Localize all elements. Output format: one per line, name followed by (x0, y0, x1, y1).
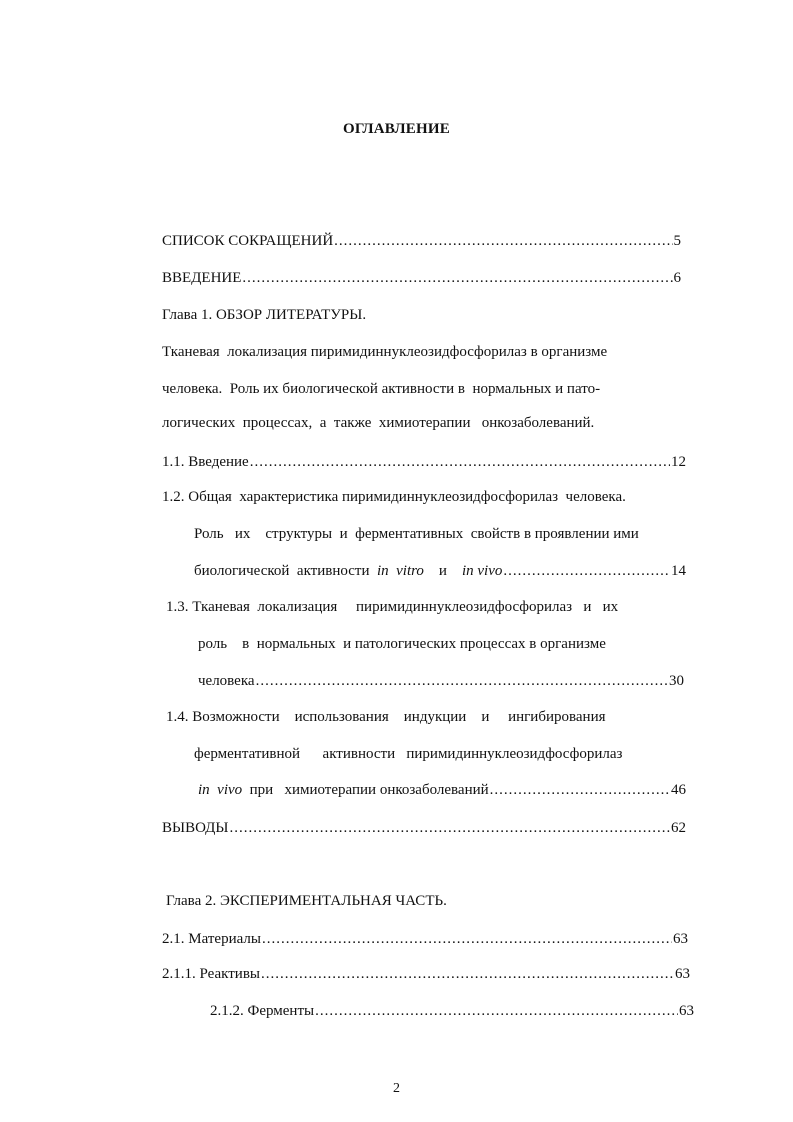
toc-entry-2-1[interactable] (162, 928, 688, 950)
chapter-1-description-line: человека. Роль их биологической активности в нормальных и пато- (162, 381, 601, 397)
leader-dots (503, 560, 670, 582)
toc-entry-1-2-line3 (194, 560, 686, 582)
toc-page-number: 46 (671, 782, 686, 798)
toc-entry-1-3-line2: роль в нормальных и патологических процессах в организме (198, 636, 606, 652)
spacer (369, 560, 377, 582)
toc-entry-1-4-line1[interactable]: 1.4. Возможности использования индукции и ингибирования (166, 709, 606, 725)
italic-term: in vitro (376, 563, 424, 579)
toc-entry-label: ВВЕДЕНИЕ (162, 270, 242, 286)
toc-entry-2-1-2[interactable] (210, 1000, 694, 1022)
italic-term: in vivo (461, 563, 503, 579)
leader-dots (261, 963, 674, 985)
toc-entry-1-3-line3 (198, 670, 684, 692)
toc-entry-2-1-1[interactable] (162, 963, 690, 985)
leader-dots (250, 451, 670, 473)
chapter-1-description-line: логических процессах, а также химиотерапии онкозаболеваний. (162, 415, 595, 431)
toc-entry-1-3-line1[interactable]: 1.3. Тканевая локализация пиримидиннуклеозидфосфорилаз и их (166, 599, 619, 615)
toc-entry-conclusions[interactable] (162, 817, 686, 839)
toc-entry-label: при химиотерапии онкозаболеваний (249, 782, 489, 798)
leader-dots (262, 928, 672, 950)
toc-entry-1-4-line3 (198, 779, 686, 801)
leader-dots (490, 779, 670, 801)
leader-dots (334, 230, 672, 252)
leader-dots (242, 267, 672, 289)
toc-page-number: 30 (669, 673, 684, 689)
toc-entry-introduction[interactable] (162, 267, 681, 289)
toc-entry-label: 2.1. Материалы (162, 931, 261, 947)
page-number: 2 (393, 1081, 400, 1096)
toc-entry-label: ВЫВОДЫ (162, 820, 229, 836)
toc-entry-label: СПИСОК СОКРАЩЕНИЙ (162, 233, 334, 249)
toc-entry-1-1[interactable] (162, 451, 686, 473)
toc-entry-1-4-line2: ферментативной активности пиримидиннуклеозидфосфорилаз (194, 746, 623, 762)
toc-page-number: 62 (671, 820, 686, 836)
toc-page-number: 63 (679, 1003, 694, 1019)
conjunction: и (438, 563, 447, 579)
italic-term: in vivo (198, 782, 243, 798)
toc-page-number: 6 (673, 270, 681, 286)
page-title: ОГЛАВЛЕНИЕ (343, 121, 450, 137)
toc-page-number: 63 (675, 966, 690, 982)
spacer (447, 560, 462, 582)
toc-entry-abbreviations[interactable] (162, 230, 681, 252)
toc-page-number: 14 (671, 563, 686, 579)
spacer (242, 779, 250, 801)
toc-entry-label: 1.1. Введение (162, 454, 249, 470)
toc-page-number: 12 (671, 454, 686, 470)
spacer (424, 560, 439, 582)
toc-entry-label: биологической активности (194, 563, 370, 579)
chapter-1-description-line: Тканевая локализация пиримидиннуклеозидфосфорилаз в организме (162, 344, 608, 360)
toc-entry-1-2-line1[interactable]: 1.2. Общая характеристика пиримидиннуклеозидфосфорилаз человека. (162, 489, 626, 505)
leader-dots (230, 817, 671, 839)
leader-dots (315, 1000, 678, 1022)
toc-entry-label: человека (198, 673, 255, 689)
toc-entry-1-2-line2: Роль их структуры и ферментативных свойств в проявлении ими (194, 526, 639, 542)
toc-page-number: 63 (673, 931, 688, 947)
toc-entry-label: 2.1.2. Ферменты (210, 1003, 315, 1019)
leader-dots (256, 670, 668, 692)
toc-page-number: 5 (673, 233, 681, 249)
chapter-1-heading[interactable]: Глава 1. ОБЗОР ЛИТЕРАТУРЫ. (162, 307, 367, 323)
toc-entry-label: 2.1.1. Реактивы (162, 966, 260, 982)
chapter-2-heading[interactable]: Глава 2. ЭКСПЕРИМЕНТАЛЬНАЯ ЧАСТЬ. (166, 893, 447, 909)
